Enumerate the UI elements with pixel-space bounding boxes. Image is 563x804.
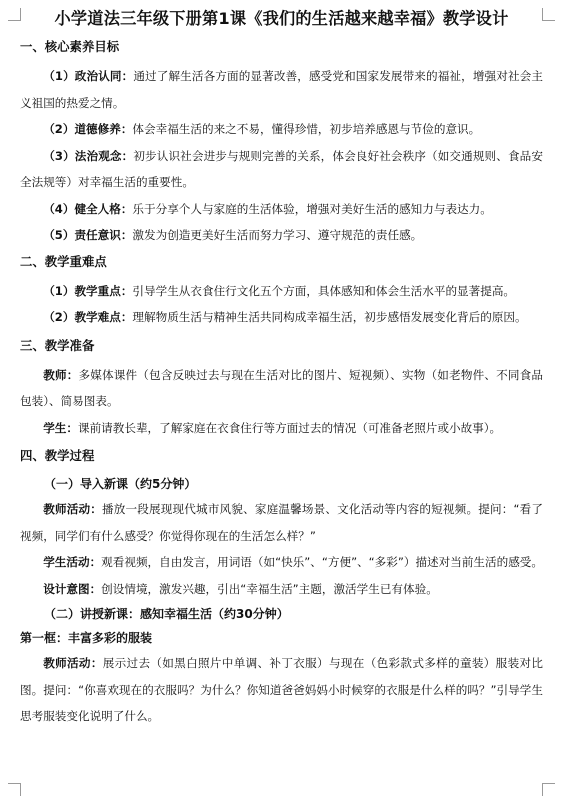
activity-text: 观看视频，自由发言，用词语（如“快乐”、“方便”、“多彩”）描述对当前生活的感受。 bbox=[101, 555, 543, 569]
key-point-paragraph bbox=[20, 278, 543, 305]
activity-paragraph bbox=[20, 496, 543, 549]
objective-text: 体会幸福生活的来之不易，懂得珍惜，初步培养感恩与节俭的意识。 bbox=[132, 122, 481, 136]
objective-label: （1）政治认同： bbox=[43, 69, 134, 83]
section-heading: 四、教学过程 bbox=[20, 448, 95, 463]
section-heading: 三、教学准备 bbox=[20, 337, 95, 353]
key-point-label: （2）教学难点： bbox=[43, 310, 133, 324]
preparation-paragraph bbox=[20, 362, 543, 415]
objective-label: （3）法治观念： bbox=[43, 148, 134, 163]
preparation-label: 学生： bbox=[43, 420, 78, 435]
document-body bbox=[20, 8, 543, 730]
preparation-label: 教师： bbox=[43, 367, 79, 382]
objective-label: （2）道德修养： bbox=[43, 122, 133, 136]
objective-paragraph bbox=[20, 196, 543, 223]
key-point-paragraph bbox=[20, 304, 543, 331]
preparation-paragraph bbox=[20, 415, 543, 442]
page-corner-mark bbox=[542, 783, 555, 796]
objective-paragraph bbox=[20, 222, 543, 249]
activity-paragraph bbox=[20, 549, 543, 576]
section-heading: 二、教学重难点 bbox=[20, 253, 107, 269]
preparation-text: 多媒体课件（包含反映过去与现在生活对比的图片、短视频）、实物（如老物件、不同食品包装）、简易图表。 bbox=[20, 367, 543, 408]
activity-label: 教师活动： bbox=[43, 656, 103, 670]
key-point-text: 引导学生从衣食住行文化五个方面，具体感知和体会生活水平的显著提高。 bbox=[132, 283, 516, 298]
objective-text: 激发为创造更美好生活而努力学习、遵守规范的责任感。 bbox=[132, 228, 423, 242]
key-point-label: （1）教学重点： bbox=[43, 283, 133, 298]
document-title: 小学道法三年级下册第1课《我们的生活越来越幸福》教学设计 bbox=[54, 9, 509, 28]
activity-label: 教师活动： bbox=[43, 502, 102, 516]
activity-paragraph bbox=[20, 650, 543, 730]
objective-text: 通过了解生活各方面的显著改善，感受党和国家发展带来的福祉，增强对社会主义祖国的热爱之情。 bbox=[20, 69, 543, 110]
objective-label: （4）健全人格： bbox=[43, 201, 133, 216]
activity-text: 展示过去（如黑白照片中单调、补丁衣服）与现在（色彩款式多样的童装）服装对比图。提问：“你喜欢现在的衣服吗？为什么？你知道爸爸妈妈小时候穿的衣服是什么样的吗？”引导学生思考服装变化说明了什么。 bbox=[20, 656, 543, 723]
activity-text: 创设情境，激发兴趣，引出“幸福生活”主题，激活学生已有体验。 bbox=[101, 581, 438, 596]
objective-paragraph bbox=[20, 116, 543, 143]
activity-label: 设计意图： bbox=[43, 581, 102, 596]
preparation-text: 课前请教长辈，了解家庭在衣食住行等方面过去的情况（可准备老照片或小故事）。 bbox=[77, 420, 502, 435]
activity-label: 学生活动： bbox=[43, 555, 102, 569]
page-corner-mark bbox=[8, 783, 21, 796]
objective-paragraph bbox=[20, 63, 543, 116]
subsection-heading: （一）导入新课（约5分钟） bbox=[44, 477, 197, 491]
key-point-text: 理解物质生活与精神生活共同构成幸福生活，初步感悟发展变化背后的原因。 bbox=[132, 310, 527, 324]
objective-text: 乐于分享个人与家庭的生活体验，增强对美好生活的感知力与表达力。 bbox=[132, 201, 492, 216]
subsection-heading: （二）讲授新课：感知幸福生活（约30分钟） bbox=[44, 607, 289, 621]
objective-paragraph bbox=[20, 143, 543, 196]
part-heading: 第一框：丰富多彩的服装 bbox=[20, 631, 153, 645]
page-corner-mark bbox=[542, 8, 555, 21]
activity-paragraph bbox=[20, 576, 543, 603]
objective-text: 初步认识社会进步与规则完善的关系，体会良好社会秩序（如交通规则、食品安全法规等）对幸福生活的重要性。 bbox=[20, 148, 543, 189]
activity-text: 播放一段展现现代城市风貌、家庭温馨场景、文化活动等内容的短视频。提问：“看了视频，同学们有什么感受？你觉得你现在的生活怎么样？” bbox=[20, 502, 543, 543]
objective-label: （5）责任意识： bbox=[43, 228, 133, 242]
section-heading: 一、核心素养目标 bbox=[20, 39, 120, 54]
